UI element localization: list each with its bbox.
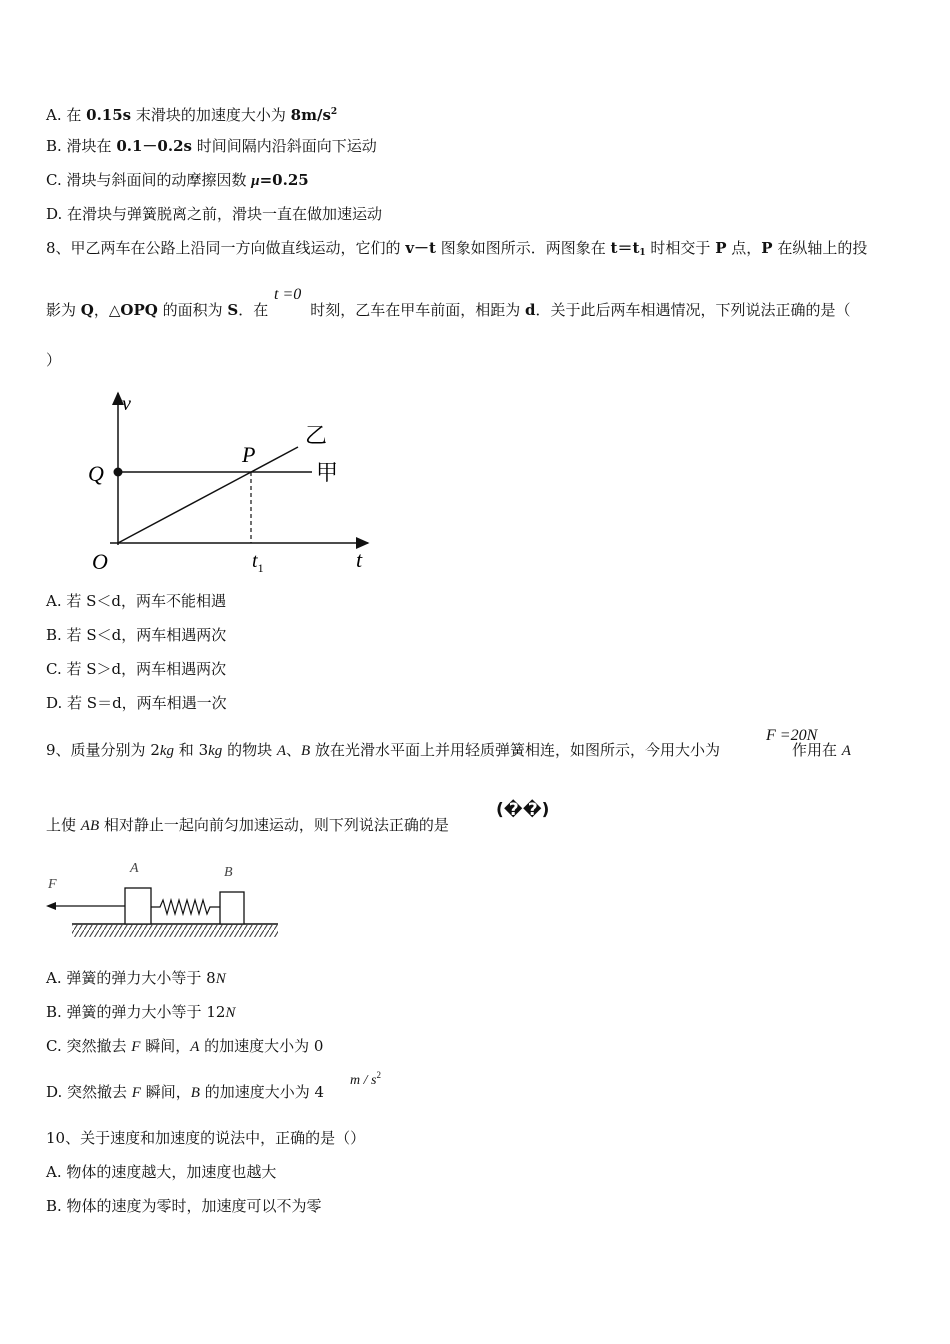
q8-stem-line2: 影为 Q，△OPQ 的面积为 S．在 时刻，乙车在甲车前面，相距为 d．关于此后两车相遇情况，下列说法正确的是（ xyxy=(46,301,851,319)
jia-label: 甲 xyxy=(316,460,339,485)
block-b-label: B xyxy=(224,865,233,880)
t-label: t xyxy=(356,547,363,572)
q10-option-a: A. 物体的速度越大，加速度也越大 xyxy=(46,1163,277,1181)
q-point xyxy=(114,468,123,477)
yi-label: 乙 xyxy=(305,423,328,448)
q8-option-d: D. 若 S＝d，两车相遇一次 xyxy=(46,694,227,712)
q8-stem-line3: ） xyxy=(46,351,62,369)
v-label: v xyxy=(122,393,131,415)
force-label: F xyxy=(48,877,57,892)
q8-option-c: C. 若 S＞d，两车相遇两次 xyxy=(46,660,227,678)
q7-option-a: A. 在 0.15s 末滑块的加速度大小为 $8m/s^2$ xyxy=(46,106,338,124)
q9-spring-blocks-figure xyxy=(44,858,284,943)
block-a xyxy=(125,888,151,924)
spring xyxy=(151,900,220,914)
q-label: Q xyxy=(88,461,104,486)
q9-option-d-unit: m / $s^2$ xyxy=(350,1070,381,1088)
block-b xyxy=(220,892,244,924)
q9-option-a: A. 弹簧的弹力大小等于 8N xyxy=(46,969,226,987)
o-label: O xyxy=(92,549,108,574)
q8-option-b: B. 若 S＜d，两车相遇两次 xyxy=(46,626,227,644)
yi-line xyxy=(118,447,298,543)
q10-option-b: B. 物体的速度为零时，加速度可以不为零 xyxy=(46,1197,322,1215)
force-arrowhead xyxy=(46,902,56,910)
q9-option-b: B. 弹簧的弹力大小等于 12N xyxy=(46,1003,236,1021)
q7-option-b: B. 滑块在 0.1－0.2s 时间间隔内沿斜面向下运动 xyxy=(46,137,377,155)
q7-option-c: C. 滑块与斜面间的动摩擦因数 μ=0.25 xyxy=(46,171,309,189)
q9-stem-line1: 9、质量分别为 2kg 和 3kg 的物块 A、B 放在光滑水平面上并用轻质弹簧相连，如图所示，今用大小为 作用在 A xyxy=(46,741,851,759)
q9-answer-parens: (��) xyxy=(496,800,550,820)
q7-option-d: D. 在滑块与弹簧脱离之前，滑块一直在做加速运动 xyxy=(46,205,383,223)
t1-label: $t_1$ xyxy=(252,550,264,575)
q8-vt-graph xyxy=(80,385,380,580)
ground-hatch xyxy=(72,925,278,937)
q8-option-a: A. 若 S＜d，两车不能相遇 xyxy=(46,592,227,610)
p-label: P xyxy=(242,442,256,467)
q8-t0-expression: t =0 xyxy=(274,286,302,303)
q9-stem-line2: 上使 AB 相对静止一起向前匀加速运动，则下列说法正确的是 xyxy=(46,816,449,834)
q8-stem-line1: 8、甲乙两车在公路上沿同一方向做直线运动，它们的 v－t 图象如图所示．两图象在 $t=t_1$ 时相交于 P 点，P 在纵轴上的投 xyxy=(46,239,868,258)
q9-force-expression: F =20N xyxy=(766,727,818,744)
q10-stem: 10、关于速度和加速度的说法中，正确的是（） xyxy=(46,1129,366,1147)
q9-option-d: D. 突然撤去 F 瞬间，B 的加速度大小为 4 xyxy=(46,1083,325,1101)
q9-option-c: C. 突然撤去 F 瞬间，A 的加速度大小为 0 xyxy=(46,1037,324,1055)
block-a-label: A xyxy=(130,861,139,876)
